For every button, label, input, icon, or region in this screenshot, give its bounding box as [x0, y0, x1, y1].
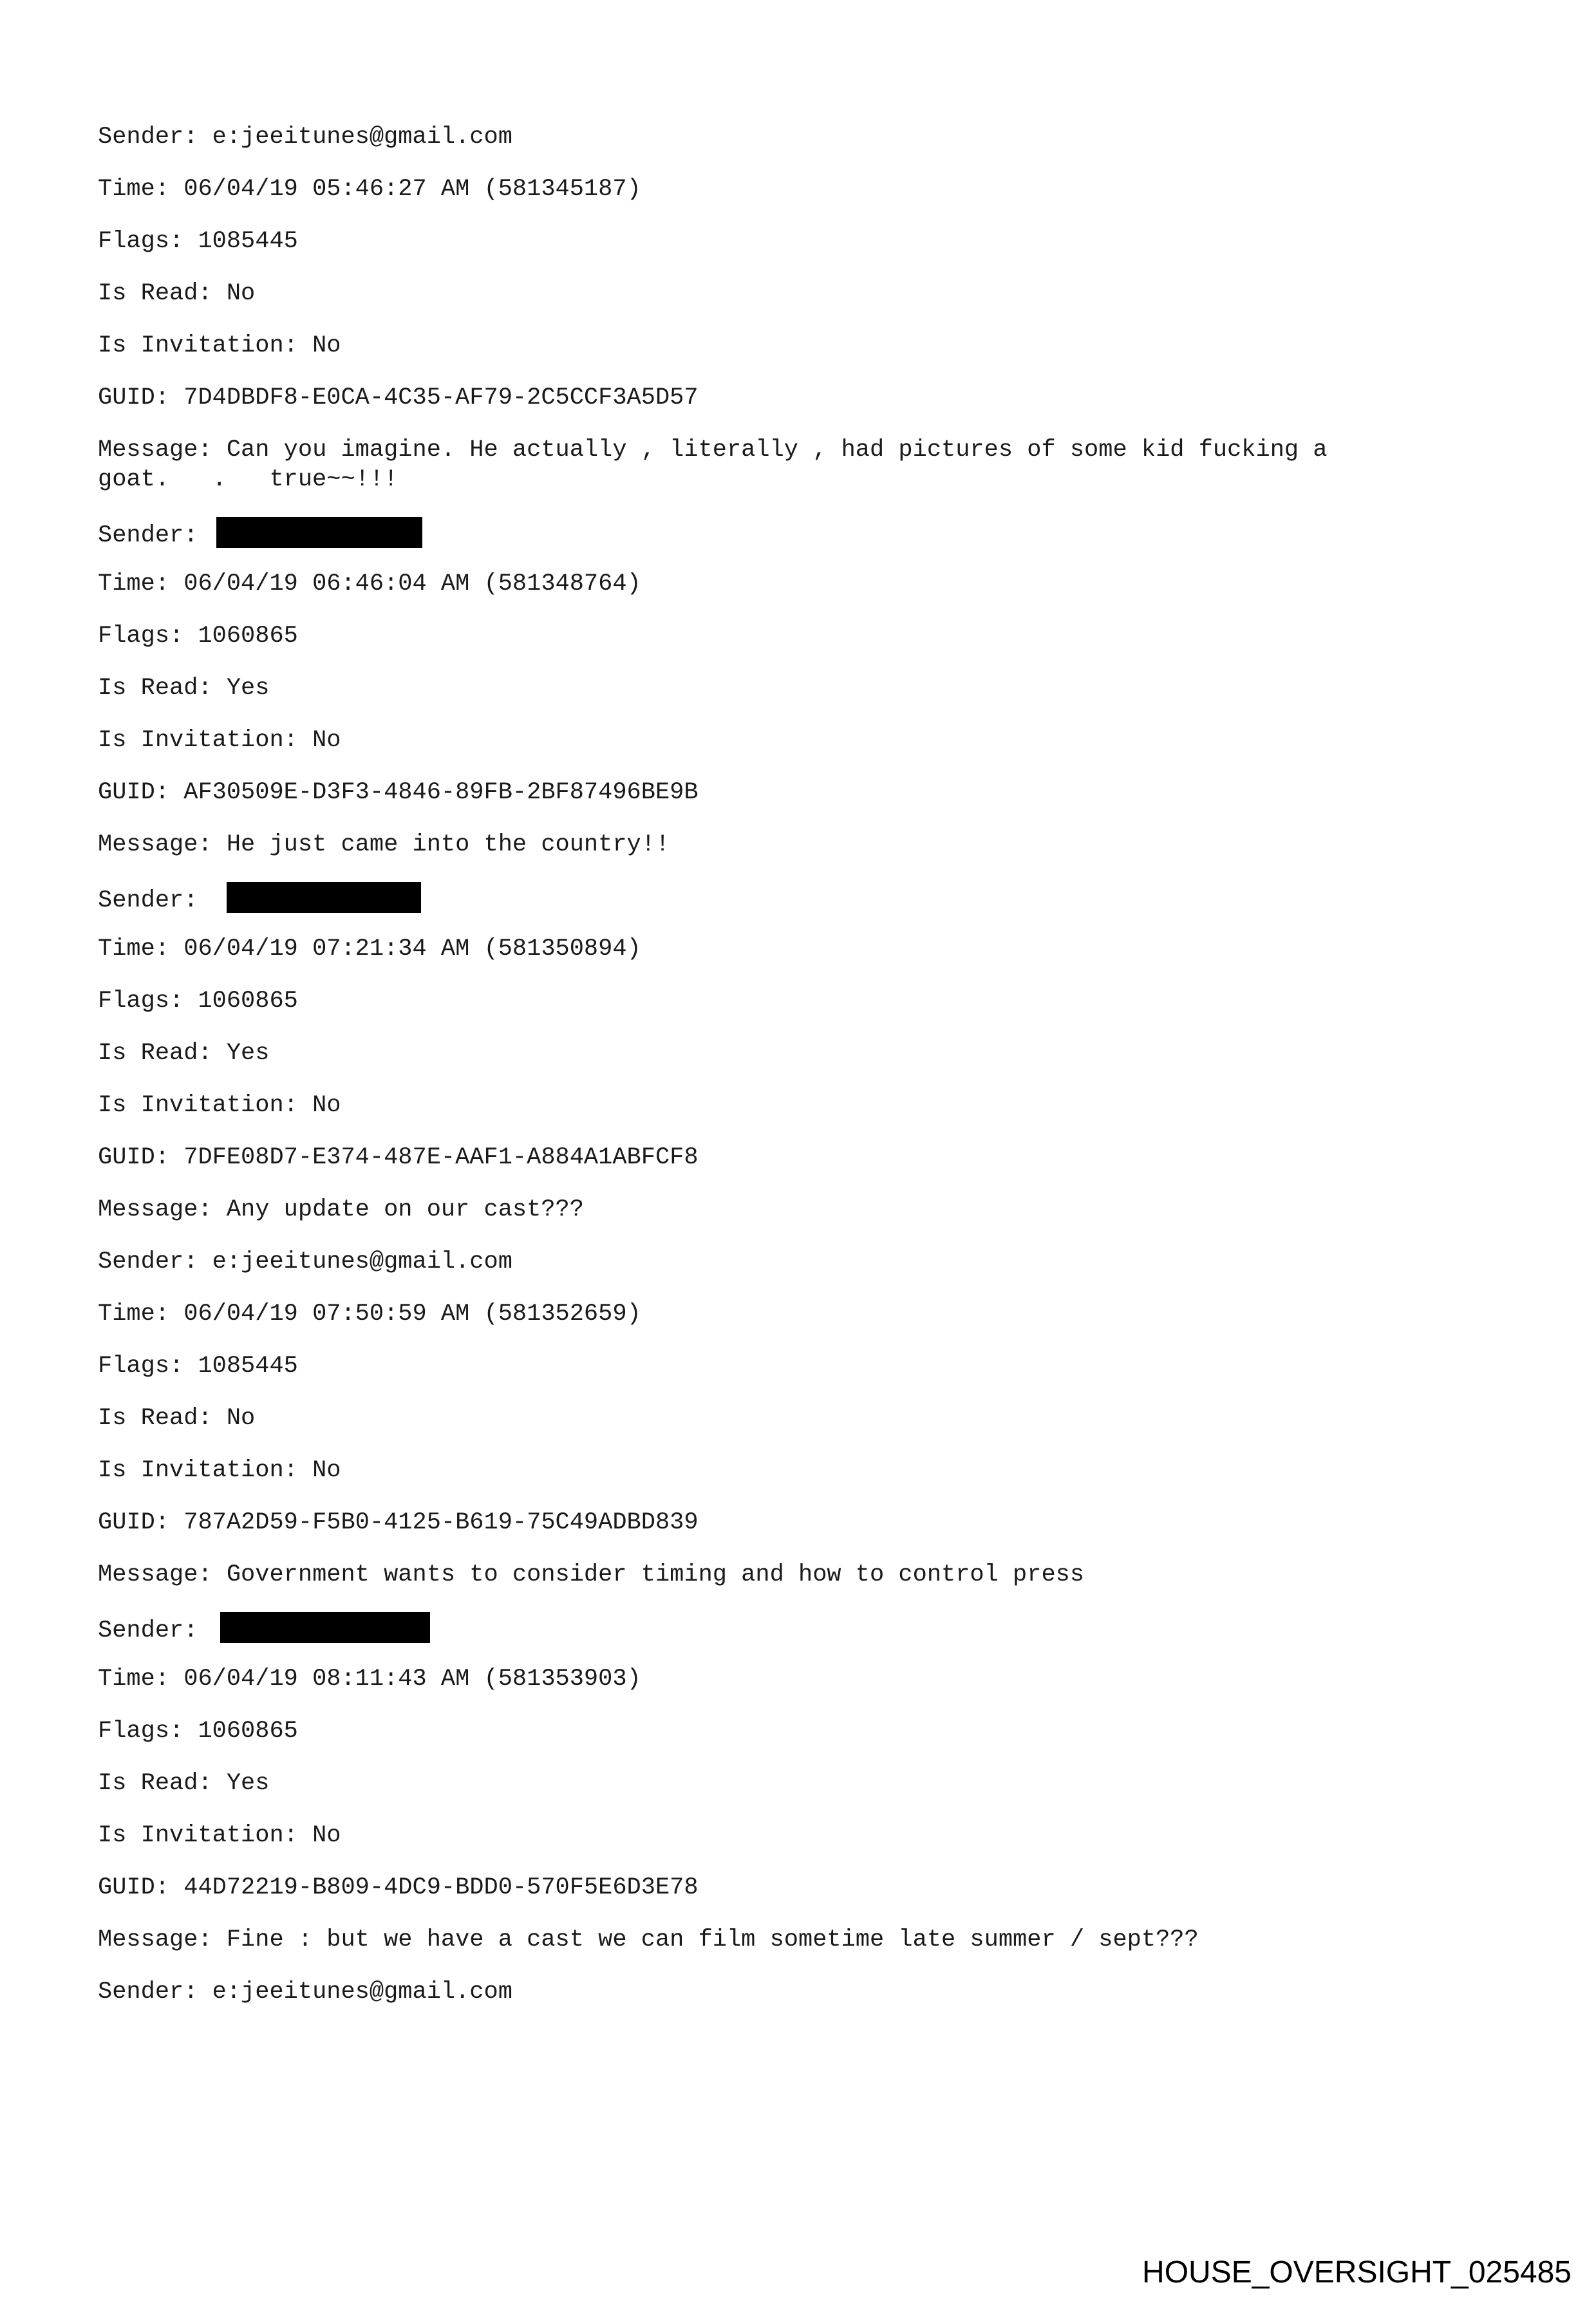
time-value: 06/04/19 05:46:27 AM (581345187) [183, 176, 641, 203]
sender-line [98, 122, 1514, 152]
is-invitation-value: No [312, 1092, 341, 1119]
time-line [98, 1664, 1514, 1694]
flags-value: 1085445 [198, 1353, 298, 1380]
guid-value: AF30509E-D3F3-4846-89FB-2BF87496BE9B [183, 779, 699, 806]
time-line [98, 569, 1514, 599]
sender-line [98, 1977, 1514, 2007]
time-line [98, 1299, 1514, 1329]
message-record [98, 1612, 1514, 1955]
guid-value: 44D72219-B809-4DC9-BDD0-570F5E6D3E78 [183, 1874, 699, 1901]
time-line [98, 174, 1514, 204]
message-value: Can you imagine. He actually , literally , had pictures of some kid fucking a goat. . true~~!!! [98, 437, 1328, 493]
is-read-label: Is Read: [98, 675, 227, 702]
flags-value: 1060865 [198, 988, 298, 1015]
is-invitation-line [98, 1821, 1514, 1850]
flags-line [98, 1351, 1514, 1381]
guid-value: 787A2D59-F5B0-4125-B619-75C49ADBD839 [183, 1509, 699, 1536]
message-label: Message: [98, 1196, 227, 1223]
time-label: Time: [98, 176, 184, 203]
is-invitation-value: No [312, 727, 341, 754]
message-value: Any update on our cast??? [226, 1196, 584, 1223]
message-label: Message: [98, 437, 227, 464]
is-read-label: Is Read: [98, 1040, 227, 1067]
message-line [98, 435, 1488, 494]
is-read-line [98, 1039, 1514, 1068]
guid-label: GUID: [98, 384, 184, 411]
sender-line [98, 882, 1514, 912]
time-line [98, 934, 1514, 964]
sender-value: e:jeeitunes@gmail.com [212, 124, 512, 151]
bates-number: HOUSE_OVERSIGHT_025485 [1142, 2255, 1572, 2289]
sender-line [98, 1247, 1514, 1277]
guid-value: 7DFE08D7-E374-487E-AAF1-A884A1ABFCF8 [183, 1144, 699, 1171]
guid-label: GUID: [98, 779, 184, 806]
guid-value: 7D4DBDF8-E0CA-4C35-AF79-2C5CCF3A5D57 [183, 384, 699, 411]
message-value: Fine : but we have a cast we can film sometime late summer / sept??? [226, 1926, 1199, 1953]
message-record-partial [98, 1977, 1514, 2007]
message-value: Government wants to consider timing and how to control press [226, 1561, 1085, 1588]
is-invitation-value: No [312, 1822, 341, 1849]
sender-value: e:jeeitunes@gmail.com [212, 1979, 512, 2006]
flags-line [98, 1716, 1514, 1746]
flags-label: Flags: [98, 623, 198, 650]
flags-label: Flags: [98, 1353, 198, 1380]
flags-value: 1085445 [198, 228, 298, 255]
is-read-label: Is Read: [98, 1405, 227, 1432]
is-invitation-line [98, 1091, 1514, 1120]
time-label: Time: [98, 935, 184, 963]
flags-label: Flags: [98, 228, 198, 255]
is-read-value: Yes [226, 675, 270, 702]
is-invitation-value: No [312, 332, 341, 359]
time-label: Time: [98, 1301, 184, 1328]
is-invitation-line [98, 726, 1514, 755]
guid-line [98, 1508, 1514, 1537]
sender-label: Sender: [98, 522, 212, 549]
flags-line [98, 986, 1514, 1016]
is-invitation-line [98, 331, 1514, 361]
sender-value: e:jeeitunes@gmail.com [212, 1248, 512, 1275]
message-record [98, 517, 1514, 860]
sender-label: Sender: [98, 1617, 212, 1644]
guid-line [98, 778, 1514, 807]
sender-redaction [216, 517, 422, 548]
is-invitation-value: No [312, 1457, 341, 1484]
flags-value: 1060865 [198, 1718, 298, 1745]
is-invitation-line [98, 1456, 1514, 1485]
is-invitation-label: Is Invitation: [98, 1457, 313, 1484]
time-value: 06/04/19 07:21:34 AM (581350894) [183, 935, 641, 963]
guid-line [98, 1873, 1514, 1903]
flags-line [98, 227, 1514, 256]
is-read-line [98, 673, 1514, 703]
is-read-value: No [226, 1405, 256, 1432]
guid-line [98, 1143, 1514, 1172]
guid-line [98, 383, 1514, 413]
message-line [98, 830, 1488, 860]
message-label: Message: [98, 831, 227, 858]
message-log [98, 122, 1514, 2029]
is-invitation-label: Is Invitation: [98, 1092, 313, 1119]
message-line [98, 1195, 1488, 1225]
message-label: Message: [98, 1926, 227, 1953]
time-label: Time: [98, 1666, 184, 1693]
is-invitation-label: Is Invitation: [98, 1822, 313, 1849]
flags-line [98, 621, 1514, 651]
sender-label: Sender: [98, 124, 212, 151]
message-label: Message: [98, 1561, 227, 1588]
sender-label: Sender: [98, 1979, 212, 2006]
is-read-line [98, 1404, 1514, 1433]
sender-label: Sender: [98, 887, 212, 914]
guid-label: GUID: [98, 1144, 184, 1171]
time-value: 06/04/19 07:50:59 AM (581352659) [183, 1301, 641, 1328]
is-read-value: No [226, 280, 256, 307]
is-read-line [98, 1769, 1514, 1798]
time-value: 06/04/19 06:46:04 AM (581348764) [183, 570, 641, 597]
flags-value: 1060865 [198, 623, 298, 650]
message-line [98, 1925, 1488, 1955]
flags-label: Flags: [98, 988, 198, 1015]
time-value: 06/04/19 08:11:43 AM (581353903) [183, 1666, 641, 1693]
guid-label: GUID: [98, 1874, 184, 1901]
is-read-line [98, 279, 1514, 308]
sender-label: Sender: [98, 1248, 212, 1275]
message-record [98, 1247, 1514, 1590]
sender-line [98, 1612, 1514, 1642]
sender-line [98, 517, 1514, 547]
is-read-label: Is Read: [98, 280, 227, 307]
message-record [98, 122, 1514, 494]
message-record [98, 882, 1514, 1225]
flags-label: Flags: [98, 1718, 198, 1745]
time-label: Time: [98, 570, 184, 597]
sender-redaction [227, 882, 421, 913]
is-invitation-label: Is Invitation: [98, 332, 313, 359]
message-line [98, 1560, 1488, 1590]
guid-label: GUID: [98, 1509, 184, 1536]
is-invitation-label: Is Invitation: [98, 727, 313, 754]
is-read-value: Yes [226, 1770, 270, 1797]
sender-redaction [220, 1612, 430, 1643]
is-read-value: Yes [226, 1040, 270, 1067]
message-value: He just came into the country!! [226, 831, 670, 858]
is-read-label: Is Read: [98, 1770, 227, 1797]
